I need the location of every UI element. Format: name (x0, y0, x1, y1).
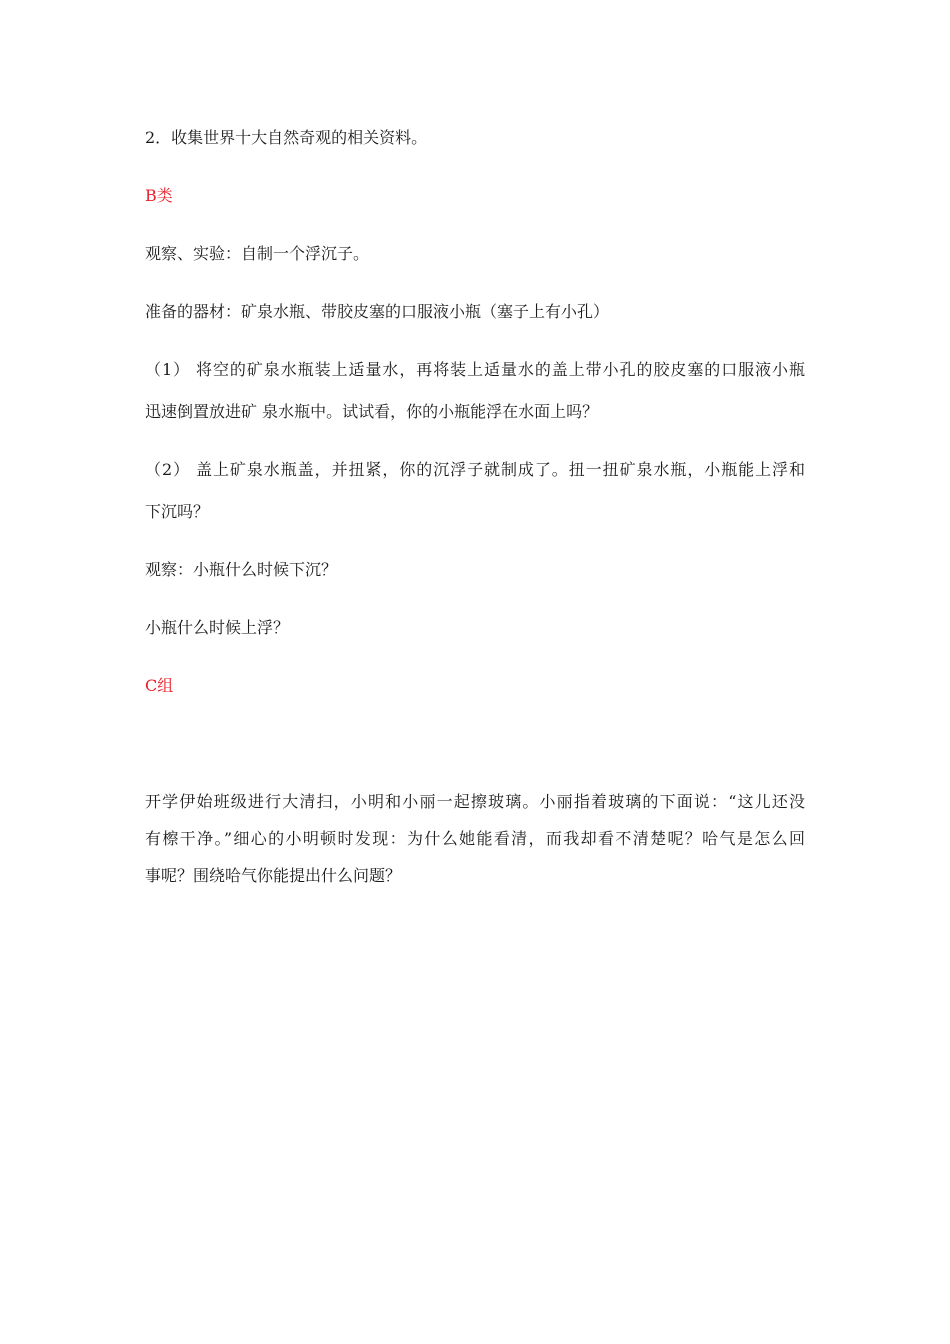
item-2-text: 2．收集世界十大自然奇观的相关资料。 (145, 128, 428, 147)
step-1-line-2: 迅速倒置放进矿 泉水瓶中。试试看，你的小瓶能浮在水面上吗？ (145, 402, 599, 421)
step-2-line-1: （2） 盖上矿泉水瓶盖，并扭紧，你的沉浮子就制成了。扭一扭矿泉水瓶，小瓶能上浮和 (145, 460, 805, 479)
observe-experiment-text: 观察、实验：自制一个浮沉子。 (145, 244, 370, 263)
equipment-text: 准备的器材：矿泉水瓶、带胶皮塞的口服液小瓶（塞子上有小孔） (145, 302, 610, 321)
observe-float-text: 小瓶什么时候上浮？ (145, 618, 290, 637)
step-1-line-1: （1） 将空的矿泉水瓶装上适量水，再将装上适量水的盖上带小孔的胶皮塞的口服液小瓶 (145, 360, 805, 379)
story-line-2: 有檫干净。”细心的小明顿时发现：为什么她能看清，而我却看不清楚呢？哈气是怎么回 (145, 829, 805, 848)
story-line-3: 事呢？围绕哈气你能提出什么问题？ (145, 866, 402, 885)
step-2-line-2: 下沉吗？ (145, 502, 210, 521)
section-c-heading: C组 (145, 676, 174, 695)
section-b-heading: B类 (145, 186, 173, 205)
observe-sink-text: 观察：小瓶什么时候下沉？ (145, 560, 338, 579)
story-line-1: 开学伊始班级进行大清扫，小明和小丽一起擦玻璃。小丽指着玻璃的下面说：“这儿还没 (145, 792, 805, 811)
